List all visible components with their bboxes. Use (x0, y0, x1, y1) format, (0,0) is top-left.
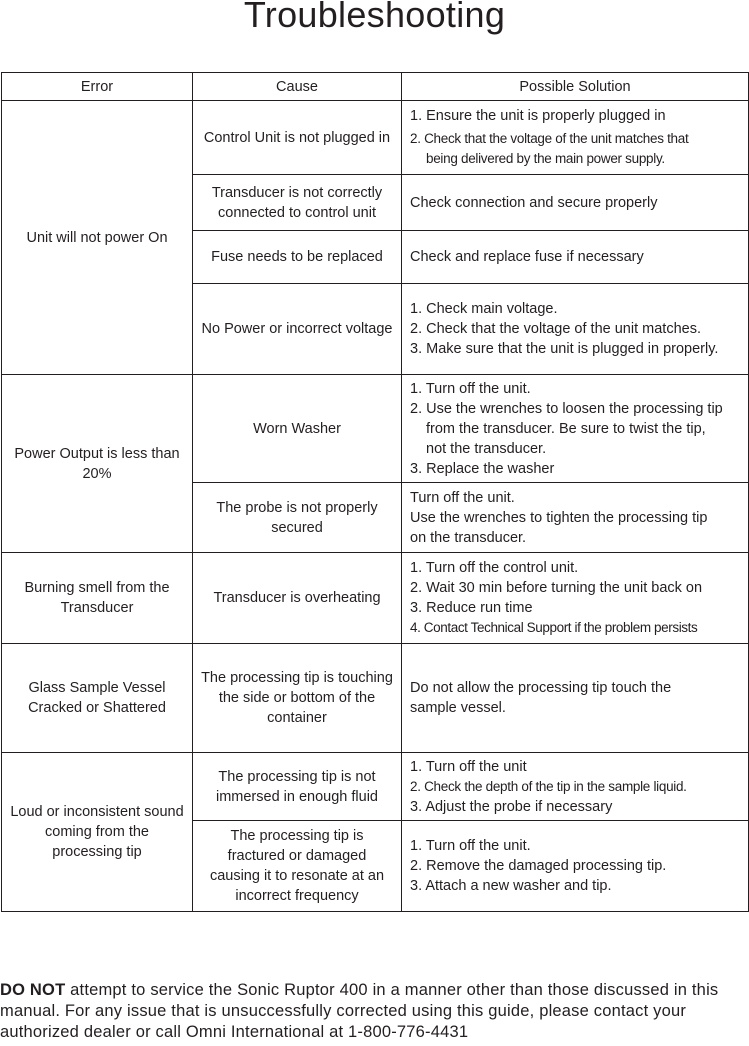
solution-line: 2. Use the wrenches to loosen the processing tip (410, 400, 723, 417)
solution-line: 2. Remove the damaged processing tip. (410, 858, 667, 874)
solution-line: Check connection and secure properly (410, 194, 658, 211)
error-cell: Glass Sample Vessel Cracked or Shattered (2, 644, 193, 753)
table-row (2, 375, 749, 483)
solution-line: 1. Turn off the unit. (410, 838, 531, 854)
page-title: Troubleshooting (243, 0, 506, 35)
solution-line: not the transducer. (426, 440, 547, 457)
solution-cell (402, 821, 749, 912)
cause-cell: The processing tip is not immersed in enough fluid (193, 753, 402, 821)
solution-line: 3. Replace the washer (410, 460, 555, 477)
solution-line: 3. Make sure that the unit is plugged in properly. (410, 341, 719, 357)
solution-line: 1. Turn off the unit (410, 758, 527, 775)
cause-cell: The probe is not properly secured (193, 483, 402, 553)
do-not-label: DO NOT (0, 981, 66, 999)
cause-cell: Transducer is not correctly connected to control unit (193, 175, 402, 231)
solution-line: Check and replace fuse if necessary (410, 249, 644, 265)
header-error: Error (2, 73, 193, 101)
solution-line: 1. Turn off the control unit. (410, 560, 579, 576)
error-cell: Unit will not power On (2, 101, 193, 375)
solution-cell (402, 483, 749, 553)
service-warning-text: attempt to service the Sonic Ruptor 400 in a manner other than those discussed in this manual. For any issue that is unsuccessfully corrected using this guide, please contact your authorized dealer or call Omni International at 1-800-776-4431 (0, 981, 719, 1041)
cause-cell: Transducer is overheating (193, 553, 402, 644)
solution-line: 2. Check the depth of the tip in the sample liquid. (410, 778, 687, 794)
solution-cell (402, 375, 749, 483)
error-cell: Loud or inconsistent sound coming from the processing tip (2, 753, 193, 912)
solution-line: Do not allow the processing tip touch the sample vessel. (410, 680, 672, 716)
service-warning-note (0, 980, 745, 1043)
table-row (2, 101, 749, 175)
cause-cell: The processing tip is fractured or damaged causing it to resonate at an incorrect frequency (193, 821, 402, 912)
solution-line: Use the wrenches to tighten the processing tip (410, 509, 708, 526)
solution-line: on the transducer. (410, 529, 527, 546)
solution-line: 3. Reduce run time (410, 600, 533, 616)
header-cause: Cause (193, 73, 402, 101)
solution-line: 2. Check that the voltage of the unit matches. (410, 321, 701, 337)
solution-line: being delivered by the main power supply. (426, 151, 665, 166)
error-cell: Power Output is less than 20% (2, 375, 193, 553)
table-header-row (2, 73, 749, 101)
table-row (2, 644, 749, 753)
troubleshooting-table (1, 72, 749, 912)
solution-line: 3. Attach a new washer and tip. (410, 878, 612, 894)
solution-cell (402, 231, 749, 284)
cause-cell: Worn Washer (193, 375, 402, 483)
solution-cell (402, 175, 749, 231)
solution-line: 2. Check that the voltage of the unit matches that (410, 131, 689, 146)
cause-cell: The processing tip is touching the side or bottom of the container (193, 644, 402, 753)
cause-cell: No Power or incorrect voltage (193, 284, 402, 375)
solution-line: from the transducer. Be sure to twist the tip, (426, 420, 706, 437)
table-row (2, 553, 749, 644)
header-solution: Possible Solution (402, 73, 749, 101)
solution-line: 4. Contact Technical Support if the problem persists (410, 620, 698, 635)
solution-line: 1. Turn off the unit. (410, 380, 531, 397)
solution-cell (402, 284, 749, 375)
solution-cell (402, 553, 749, 644)
solution-line: 1. Ensure the unit is properly plugged in (410, 108, 666, 124)
solution-line: Turn off the unit. (410, 489, 515, 506)
solution-cell (402, 753, 749, 821)
solution-line: 1. Check main voltage. (410, 301, 558, 317)
cause-cell: Control Unit is not plugged in (193, 101, 402, 175)
solution-cell (402, 101, 749, 175)
solution-cell (402, 644, 749, 753)
solution-line: 3. Adjust the probe if necessary (410, 798, 613, 815)
solution-line: 2. Wait 30 min before turning the unit back on (410, 580, 703, 596)
table-row (2, 753, 749, 821)
cause-cell: Fuse needs to be replaced (193, 231, 402, 284)
error-cell: Burning smell from the Transducer (2, 553, 193, 644)
